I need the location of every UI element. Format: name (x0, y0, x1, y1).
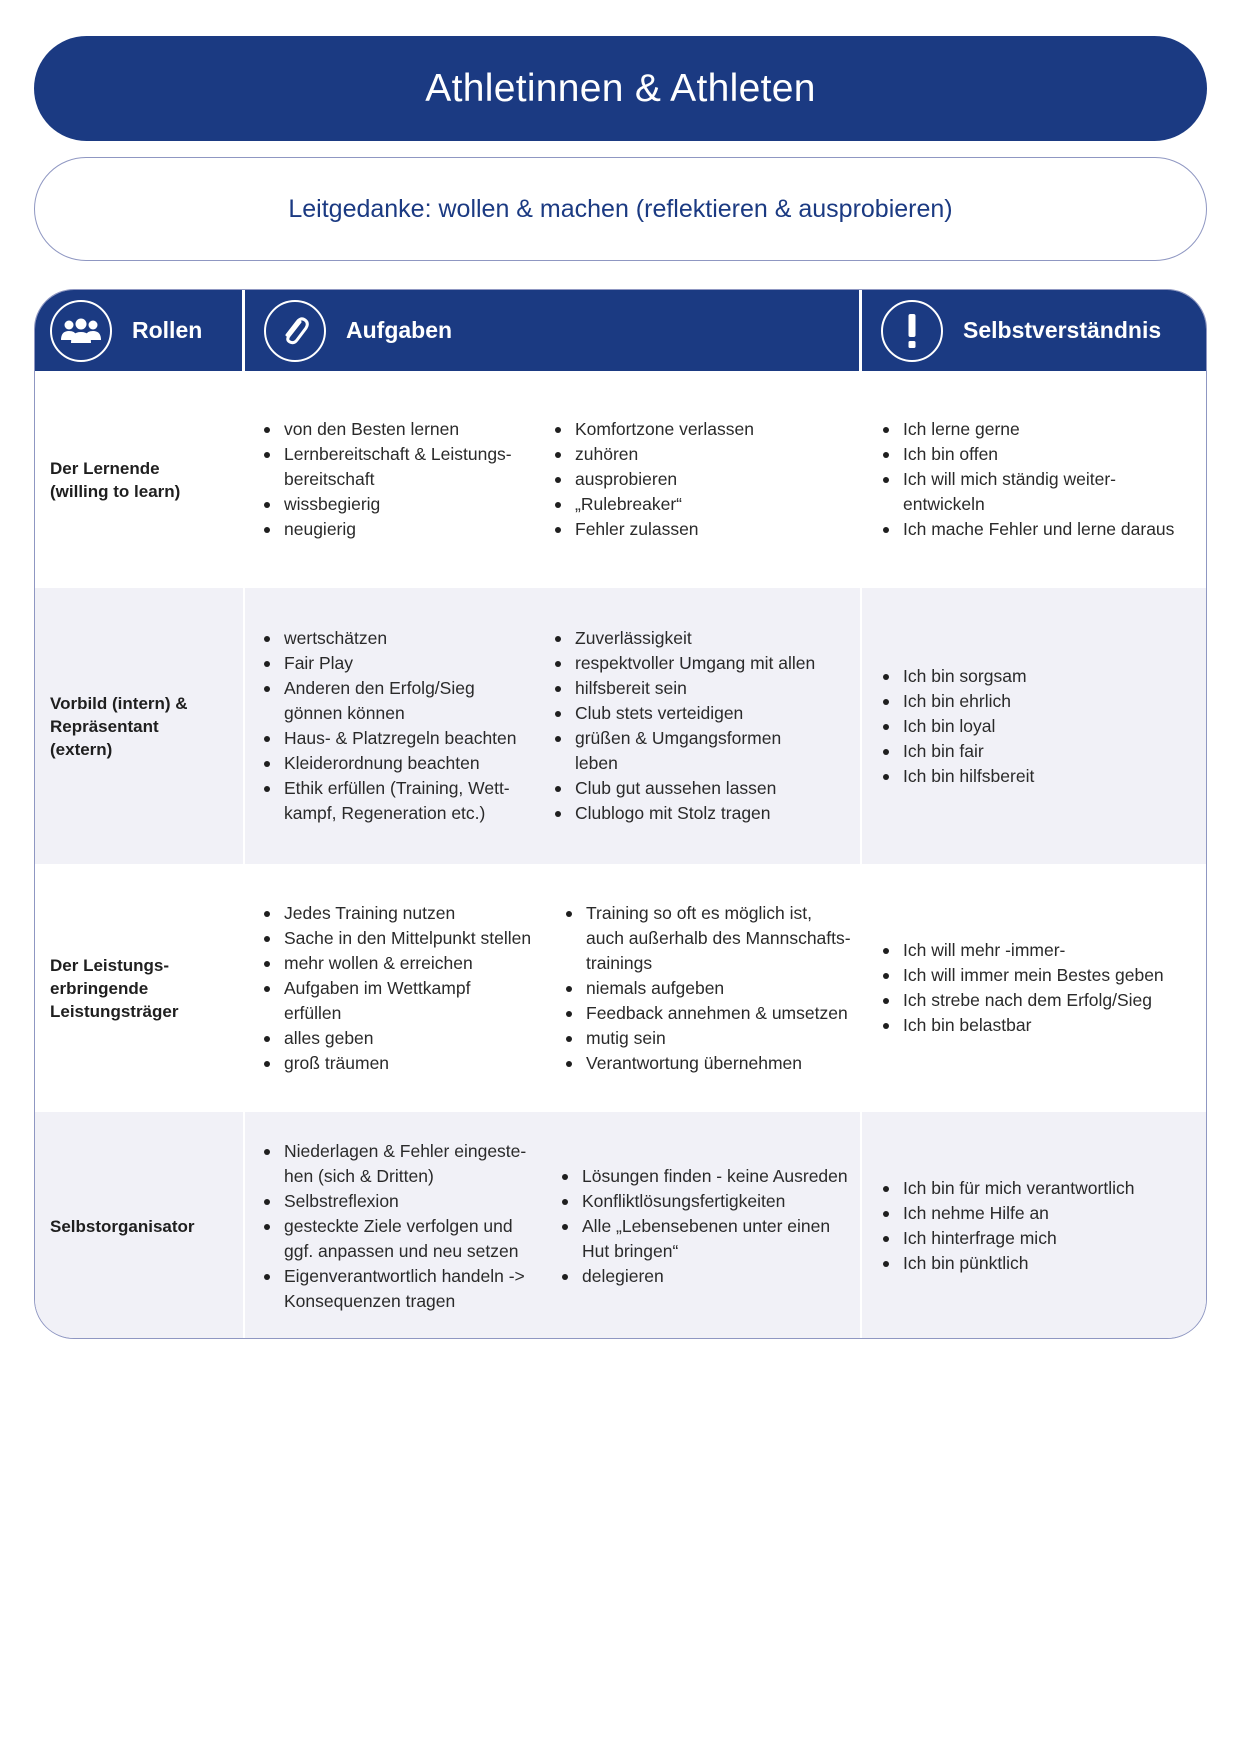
list-item: Ich will mehr -immer- (880, 938, 1205, 963)
role-name: Der Leistungs- erbringende Leistungsträger (50, 955, 179, 1021)
list-item: delegieren (559, 1264, 857, 1289)
header-self (881, 290, 1161, 371)
header-tasks-label: Aufgaben (346, 317, 453, 343)
tasks-column-a (261, 371, 541, 588)
list-item: alles geben (261, 1026, 551, 1051)
bullet-list (880, 664, 1205, 789)
list-item: Ich bin ehrlich (880, 689, 1205, 714)
self-column (880, 371, 1205, 588)
self-column (880, 1112, 1205, 1339)
list-item: Kleiderordnung beachten (261, 751, 541, 776)
list-item: wissbegierig (261, 492, 541, 517)
group-people-icon (50, 300, 112, 362)
bullet-list (563, 901, 858, 1076)
tasks-column-a (261, 588, 541, 864)
role-name: Vorbild (intern) & Repräsentant (extern) (50, 693, 188, 759)
header-roles (50, 290, 202, 371)
list-item: Niederlagen & Fehler eingeste- hen (sich & Dritten) (261, 1139, 541, 1189)
tasks-column-b (552, 588, 852, 864)
list-item: Clublogo mit Stolz tragen (552, 801, 852, 826)
list-item: Training so oft es möglich ist, auch außerhalb des Mannschafts- trainings (563, 901, 858, 976)
table-row (35, 371, 1206, 588)
tasks-column-b (559, 1112, 857, 1339)
list-item: mehr wollen & erreichen (261, 951, 551, 976)
list-item: Ich strebe nach dem Erfolg/Sieg (880, 988, 1205, 1013)
list-item: groß träumen (261, 1051, 551, 1076)
list-item: Ich mache Fehler und lerne daraus (880, 517, 1205, 542)
list-item: grüßen & Umgangsformen leben (552, 726, 852, 776)
role-name: Der Lernende (willing to learn) (50, 458, 181, 501)
list-item: wertschätzen (261, 626, 541, 651)
motto-text: Leitgedanke: wollen & machen (reflektieren & ausprobieren) (288, 194, 953, 223)
tasks-column-a (261, 864, 551, 1112)
exclamation-icon (881, 300, 943, 362)
list-item: ausprobieren (552, 467, 852, 492)
list-item: zuhören (552, 442, 852, 467)
list-item: Ich will immer mein Bestes geben (880, 963, 1205, 988)
list-item: Club stets verteidigen (552, 701, 852, 726)
bullet-list (880, 1176, 1205, 1276)
list-item: Selbstreflexion (261, 1189, 541, 1214)
list-item: Club gut aussehen lassen (552, 776, 852, 801)
list-item: niemals aufgeben (563, 976, 858, 1001)
page-title: Athletinnen & Athleten (425, 66, 816, 110)
bullet-list (559, 1164, 857, 1289)
tasks-column-a (261, 1112, 541, 1339)
list-item: Lernbereitschaft & Leistungs- bereitschaft (261, 442, 541, 492)
role-name: Selbstorganisator (50, 1216, 195, 1236)
list-item: Anderen den Erfolg/Sieg gönnen können (261, 676, 541, 726)
list-item: Ich bin loyal (880, 714, 1205, 739)
list-item: von den Besten lernen (261, 417, 541, 442)
list-item: Ich bin offen (880, 442, 1205, 467)
header-self-label: Selbstverständnis (963, 317, 1162, 343)
list-item: neugierig (261, 517, 541, 542)
list-item: Ich bin für mich verantwortlich (880, 1176, 1205, 1201)
bullet-list (552, 626, 852, 826)
bullet-list (880, 938, 1205, 1038)
bullet-list (261, 626, 541, 826)
header-tasks (264, 290, 452, 371)
list-item: Zuverlässigkeit (552, 626, 852, 651)
list-item: Ich bin belastbar (880, 1013, 1205, 1038)
list-item: Ethik erfüllen (Training, Wett- kampf, Regeneration etc.) (261, 776, 541, 826)
table-row (35, 1112, 1206, 1339)
paperclip-icon (264, 300, 326, 362)
list-item: Komfortzone verlassen (552, 417, 852, 442)
header-divider (242, 290, 245, 371)
list-item: hilfsbereit sein (552, 676, 852, 701)
list-item: Ich bin sorgsam (880, 664, 1205, 689)
list-item: gesteckte Ziele verfolgen und ggf. anpassen und neu setzen (261, 1214, 541, 1264)
table-row (35, 588, 1206, 864)
bullet-list (261, 417, 541, 542)
list-item: „Rulebreaker“ (552, 492, 852, 517)
list-item: respektvoller Umgang mit allen (552, 651, 852, 676)
list-item: Alle „Lebensebenen unter einen Hut bringen“ (559, 1214, 857, 1264)
tasks-column-b (563, 864, 858, 1112)
list-item: Aufgaben im Wettkampf erfüllen (261, 976, 551, 1026)
bullet-list (261, 901, 551, 1076)
motto-box (34, 157, 1207, 261)
list-item: Verantwortung übernehmen (563, 1051, 858, 1076)
header-divider (859, 290, 862, 371)
bullet-list (552, 417, 852, 542)
list-item: Ich nehme Hilfe an (880, 1201, 1205, 1226)
list-item: Fair Play (261, 651, 541, 676)
list-item: Ich bin hilfsbereit (880, 764, 1205, 789)
list-item: Konfliktlösungsfertigkeiten (559, 1189, 857, 1214)
list-item: Eigenverantwortlich handeln -> Konsequenzen tragen (261, 1264, 541, 1314)
list-item: Ich hinterfrage mich (880, 1226, 1205, 1251)
list-item: Ich lerne gerne (880, 417, 1205, 442)
table-header (35, 290, 1206, 371)
list-item: Feedback annehmen & umsetzen (563, 1001, 858, 1026)
self-column (880, 864, 1205, 1112)
bullet-list (261, 1139, 541, 1314)
list-item: Haus- & Platzregeln beachten (261, 726, 541, 751)
bullet-list (880, 417, 1205, 542)
header-roles-label: Rollen (132, 317, 203, 343)
list-item: Ich will mich ständig weiter- entwickeln (880, 467, 1205, 517)
list-item: mutig sein (563, 1026, 858, 1051)
self-column (880, 588, 1205, 864)
list-item: Sache in den Mittelpunkt stellen (261, 926, 551, 951)
roles-table (34, 289, 1207, 1339)
list-item: Fehler zulassen (552, 517, 852, 542)
list-item: Jedes Training nutzen (261, 901, 551, 926)
list-item: Ich bin fair (880, 739, 1205, 764)
list-item: Lösungen finden - keine Ausreden (559, 1164, 857, 1189)
title-banner (34, 36, 1207, 141)
list-item: Ich bin pünktlich (880, 1251, 1205, 1276)
table-row (35, 864, 1206, 1112)
tasks-column-b (552, 371, 852, 588)
